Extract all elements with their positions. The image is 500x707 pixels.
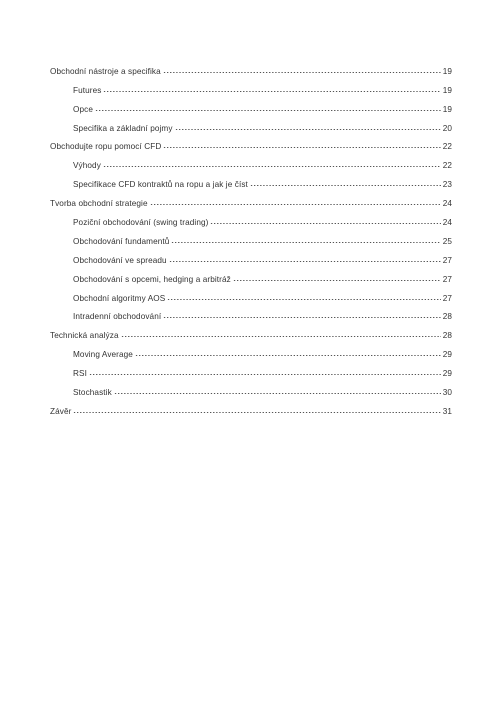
dot-leader [210,216,440,225]
toc-entry-page-number: 22 [442,142,452,152]
toc-entry-page-number: 22 [442,161,452,171]
dot-leader [95,103,441,112]
toc-entry-page-number: 25 [442,236,452,246]
table-of-contents [50,57,452,416]
dot-leader [175,122,441,131]
toc-entry-title: RSI [73,369,87,379]
dot-leader [135,348,441,357]
dot-leader [150,197,441,206]
toc-entry-title: Technická analýza [50,331,119,341]
dot-leader [169,254,441,263]
toc-entry-title: Obchodujte ropu pomocí CFD [50,142,162,152]
toc-entry-page-number: 28 [442,331,452,341]
dot-leader [121,329,441,338]
toc-entry-page-number: 27 [442,255,452,265]
toc-entry-title: Obchodní nástroje a specifika [50,66,161,76]
toc-entry-title: Poziční obchodování (swing trading) [73,218,209,228]
toc-entry-page-number: 30 [442,388,452,398]
toc-entry[interactable] [50,76,452,95]
toc-entry-page-number: 24 [442,218,452,228]
toc-entry[interactable] [50,321,452,340]
toc-entry[interactable] [50,340,452,359]
dot-leader [163,310,440,319]
toc-entry[interactable] [50,246,452,265]
toc-entry-page-number: 19 [442,66,452,76]
toc-entry-title: Specifika a základní pojmy [73,123,173,133]
dot-leader [167,292,440,301]
dot-leader [250,178,441,187]
toc-entry[interactable] [50,133,452,152]
dot-leader [114,386,441,395]
toc-entry-title: Tvorba obchodní strategie [50,199,148,209]
toc-entry[interactable] [50,114,452,133]
toc-entry-page-number: 24 [442,199,452,209]
toc-entry-title: Závěr [50,406,72,416]
dot-leader [163,140,440,149]
toc-entry-title: Moving Average [73,350,133,360]
toc-entry-page-number: 28 [442,312,452,322]
toc-entry-page-number: 29 [442,350,452,360]
dot-leader [171,235,440,244]
toc-entry[interactable] [50,227,452,246]
toc-entry-page-number: 20 [442,123,452,133]
toc-entry[interactable] [50,359,452,378]
toc-entry-title: Futures [73,85,102,95]
toc-entry-page-number: 19 [442,85,452,95]
dot-leader [163,65,441,74]
toc-entry[interactable] [50,151,452,170]
toc-entry[interactable] [50,170,452,189]
toc-entry-page-number: 29 [442,369,452,379]
toc-entry-page-number: 27 [442,293,452,303]
toc-entry-title: Obchodování s opcemi, hedging a arbitráž [73,274,231,284]
toc-entry[interactable] [50,189,452,208]
toc-entry-page-number: 31 [442,406,452,416]
dot-leader [233,273,441,282]
toc-entry[interactable] [50,378,452,397]
toc-entry-title: Opce [73,104,93,114]
toc-entry-title: Obchodování ve spreadu [73,255,167,265]
dot-leader [73,405,440,414]
toc-entry-title: Stochastik [73,388,112,398]
dot-leader [103,159,441,168]
toc-entry[interactable] [50,284,452,303]
toc-entry[interactable] [50,208,452,227]
toc-entry-title: Obchodování fundamentů [73,236,170,246]
toc-entry[interactable] [50,95,452,114]
toc-entry-page-number: 27 [442,274,452,284]
toc-entry-title: Specifikace CFD kontraktů na ropu a jak je číst [73,180,248,190]
toc-entry[interactable] [50,397,452,416]
toc-entry-title: Obchodní algoritmy AOS [73,293,166,303]
toc-entry[interactable] [50,265,452,284]
dot-leader [89,367,441,376]
toc-entry-title: Intradenní obchodování [73,312,162,322]
dot-leader [103,84,440,93]
toc-entry-page-number: 23 [442,180,452,190]
toc-entry-title: Výhody [73,161,101,171]
toc-entry[interactable] [50,57,452,76]
toc-entry-page-number: 19 [442,104,452,114]
toc-entry[interactable] [50,303,452,322]
